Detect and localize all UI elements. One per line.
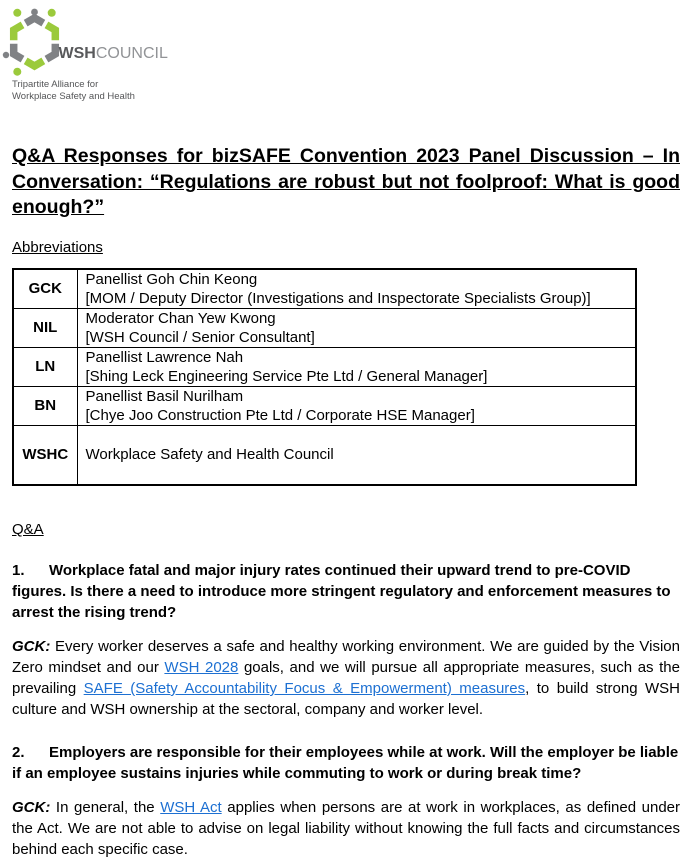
qa-heading: Q&A <box>12 521 44 538</box>
answer-text: applies when persons are at work in workplaces, as defined under the Act. We are not able to advise on legal liability without knowing the full facts and circumstances behind each specific case. <box>12 799 680 858</box>
abbreviations-table <box>12 268 637 487</box>
question-text: Workplace fatal and major injury rates continued their upward trend to pre-COVID figures. Is there a need to introduce more stringent regulatory and enforcement measures to arrest the rising trend? <box>12 562 671 621</box>
abbreviation-cell: BN <box>13 386 77 425</box>
table-row <box>13 425 636 485</box>
abbreviation-cell: LN <box>13 347 77 386</box>
description-cell: Workplace Safety and Health Council <box>77 425 636 485</box>
table-row <box>13 269 636 309</box>
wshc-hexagon-logo-icon <box>0 8 190 78</box>
logo-brand-regular: COUNCIL <box>95 45 168 62</box>
answer-text: In general, the <box>50 799 161 816</box>
table-row <box>13 308 636 347</box>
qa-section <box>12 560 680 860</box>
logo-brand-bold: WSH <box>58 45 96 62</box>
logo-tagline <box>12 79 680 102</box>
answer-speaker: GCK: <box>12 799 51 816</box>
abbreviation-cell: WSHC <box>13 425 77 485</box>
description-cell: Panellist Lawrence Nah [Shing Leck Engineering Service Pte Ltd / General Manager] <box>77 347 636 386</box>
abbreviations-heading: Abbreviations <box>12 238 103 256</box>
tagline-line1: Tripartite Alliance for <box>12 79 99 90</box>
answer-text: goals, and we will pursue all appropriate measures, such as the prevailing <box>12 659 680 697</box>
question-paragraph <box>12 560 680 623</box>
question-number: 1. <box>12 562 25 579</box>
description-cell: Panellist Basil Nurilham [Chye Joo Construction Pte Ltd / Corporate HSE Manager] <box>77 386 636 425</box>
answer-speaker: GCK: <box>12 638 51 655</box>
wsh-act-link[interactable]: WSH Act <box>160 799 222 816</box>
question-paragraph <box>12 742 680 784</box>
svg-text:WSHCOUNCIL <box>59 45 168 62</box>
wsh-2028-link[interactable]: WSH 2028 <box>164 659 239 676</box>
description-cell: Moderator Chan Yew Kwong [WSH Council / Senior Consultant] <box>77 308 636 347</box>
answer-paragraph <box>12 797 680 860</box>
answer-text: , to build strong WSH culture and WSH ownership at the sectoral, company and worker level. <box>12 680 680 718</box>
abbreviation-cell: GCK <box>13 269 77 309</box>
answer-text: Every worker deserves a safe and healthy working environment. We are guided by the Vision Zero mindset and our <box>12 638 680 676</box>
question-number: 2. <box>12 744 25 761</box>
table-row <box>13 386 636 425</box>
question-text: Employers are responsible for their employees while at work. Will the employer be liable if an employee sustains injuries while commuting to work or during break time? <box>12 744 679 782</box>
safe-measures-link[interactable]: SAFE (Safety Accountability Focus & Empowerment) measures <box>83 680 526 697</box>
tagline-line2: Workplace Safety and Health <box>12 90 135 102</box>
wshc-logo <box>12 8 680 102</box>
abbreviation-cell: NIL <box>13 308 77 347</box>
page-title: Q&A Responses for bizSAFE Convention 2023 Panel Discussion – In Conversation: “Regulations are robust but not foolproof: What is good enough?” <box>12 145 680 218</box>
description-cell: Panellist Goh Chin Keong [MOM / Deputy Director (Investigations and Inspectorate Specialists Group)] <box>77 269 636 309</box>
table-row <box>13 347 636 386</box>
answer-paragraph <box>12 636 680 720</box>
